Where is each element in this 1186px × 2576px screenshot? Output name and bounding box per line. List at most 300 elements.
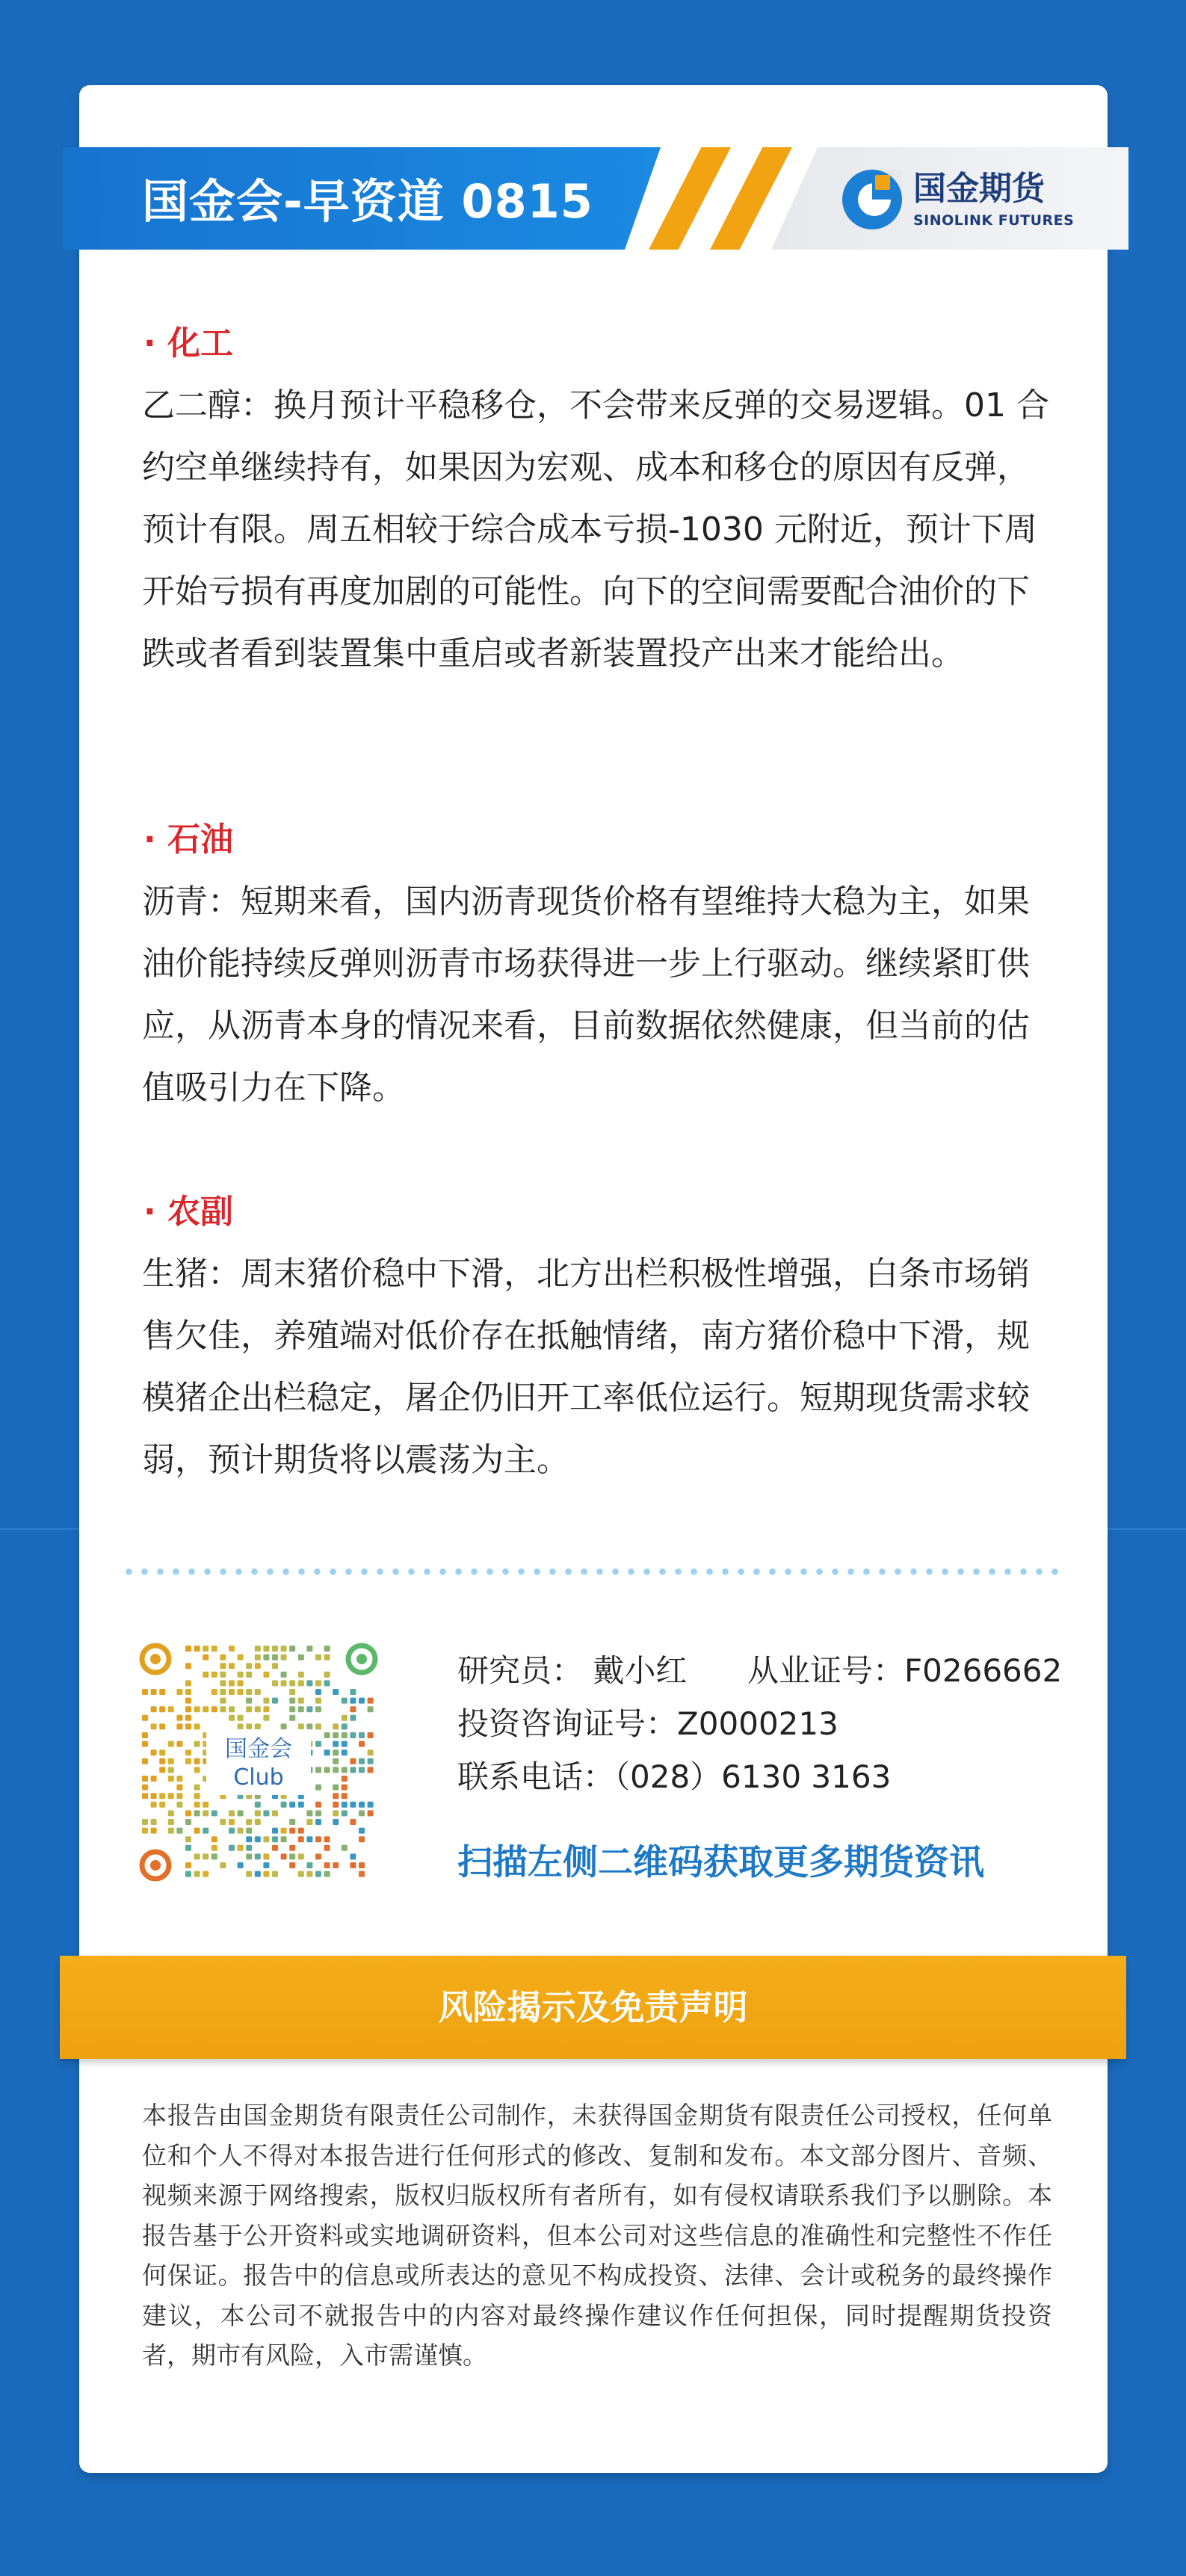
- qr-module: [368, 1767, 374, 1773]
- qr-module: [159, 1802, 165, 1808]
- qr-module: [324, 1672, 330, 1678]
- qr-module: [176, 1689, 182, 1695]
- qr-module: [281, 1836, 287, 1842]
- qr-module: [315, 1698, 321, 1704]
- qr-module: [194, 1758, 200, 1764]
- qr-module: [306, 1862, 312, 1868]
- qr-module: [263, 1646, 269, 1652]
- qr-module: [246, 1845, 252, 1851]
- qr-module: [185, 1698, 191, 1704]
- qr-module: [333, 1785, 339, 1791]
- qr-module: [246, 1853, 252, 1859]
- qr-module: [255, 1706, 261, 1712]
- qr-module: [229, 1680, 235, 1686]
- qr-module: [211, 1646, 217, 1652]
- qr-module: [229, 1706, 235, 1712]
- qr-module: [185, 1810, 191, 1816]
- qr-module: [246, 1819, 252, 1825]
- qr-module: [238, 1672, 244, 1678]
- qr-module: [194, 1767, 200, 1773]
- qr-module: [298, 1836, 304, 1842]
- qr-module: [168, 1810, 174, 1816]
- qr-module: [281, 1655, 287, 1661]
- qr-module: [159, 1793, 165, 1799]
- qr-module: [315, 1836, 321, 1842]
- qr-module: [333, 1749, 339, 1755]
- qr-module: [159, 1758, 165, 1764]
- qr-module: [220, 1663, 226, 1669]
- qr-module: [359, 1698, 365, 1704]
- qr-module: [185, 1663, 191, 1669]
- qr-module: [238, 1810, 244, 1816]
- qr-module: [246, 1723, 252, 1729]
- qr-module: [142, 1785, 148, 1791]
- researcher-name: 研究员： 戴小红: [457, 1652, 688, 1689]
- qr-module: [333, 1689, 339, 1695]
- qr-module: [289, 1828, 295, 1834]
- qr-module: [342, 1785, 348, 1791]
- qr-module: [229, 1715, 235, 1721]
- qr-module: [255, 1689, 261, 1695]
- qr-module: [263, 1655, 269, 1661]
- qr-module: [151, 1723, 157, 1729]
- qr-module: [151, 1793, 157, 1799]
- qr-label-cn: 国金会: [225, 1736, 292, 1762]
- qr-module: [324, 1836, 330, 1842]
- qr-module: [255, 1655, 261, 1661]
- qr-module: [203, 1706, 209, 1712]
- qr-module: [289, 1689, 295, 1695]
- qr-module: [350, 1767, 356, 1773]
- qr-module: [272, 1828, 278, 1834]
- qr-module: [220, 1706, 226, 1712]
- qr-module: [246, 1689, 252, 1695]
- qr-module: [203, 1828, 209, 1834]
- qr-module: [159, 1723, 165, 1729]
- qr-module: [220, 1672, 226, 1678]
- section-heading-oil: · 石油: [143, 821, 234, 859]
- qr-module: [342, 1776, 348, 1782]
- qr-module: [324, 1646, 330, 1652]
- qr-module: [342, 1698, 348, 1704]
- qr-module: [342, 1767, 348, 1773]
- qr-module: [368, 1732, 374, 1738]
- qr-module: [333, 1723, 339, 1729]
- qr-module: [168, 1793, 174, 1799]
- brand-name-en: SINOLINK FUTURES: [913, 212, 1075, 229]
- qr-module: [211, 1836, 217, 1842]
- qr-module: [185, 1706, 191, 1712]
- qr-module: [185, 1862, 191, 1868]
- qr-module: [142, 1819, 148, 1825]
- qr-module: [298, 1853, 304, 1859]
- qr-module: [168, 1758, 174, 1764]
- qr-module: [263, 1706, 269, 1712]
- qr-module: [359, 1767, 365, 1773]
- qr-module: [229, 1646, 235, 1652]
- qr-module: [151, 1819, 157, 1825]
- qr-module: [194, 1706, 200, 1712]
- qr-module: [272, 1836, 278, 1842]
- qr-module: [315, 1689, 321, 1695]
- qr-module: [203, 1871, 209, 1877]
- qr-module: [151, 1802, 157, 1808]
- risk-title: 风险揭示及免责声明: [438, 1987, 748, 2027]
- qr-module: [246, 1871, 252, 1877]
- qr-module: [342, 1715, 348, 1721]
- qr-module: [194, 1802, 200, 1808]
- qr-module: [315, 1871, 321, 1877]
- qr-module: [315, 1723, 321, 1729]
- qr-module: [238, 1723, 244, 1729]
- qr-module: [342, 1741, 348, 1747]
- qr-module: [289, 1819, 295, 1825]
- qr-module: [272, 1663, 278, 1669]
- qr-module: [185, 1758, 191, 1764]
- qr-module: [168, 1706, 174, 1712]
- qr-module: [298, 1698, 304, 1704]
- qr-module: [194, 1723, 200, 1729]
- qr-module: [246, 1828, 252, 1834]
- qr-module: [263, 1862, 269, 1868]
- qr-module: [263, 1836, 269, 1842]
- qr-module: [185, 1749, 191, 1755]
- qr-module: [281, 1828, 287, 1834]
- qr-module: [159, 1706, 165, 1712]
- qr-module: [203, 1655, 209, 1661]
- qr-module: [315, 1767, 321, 1773]
- qr-module: [176, 1785, 182, 1791]
- qr-module: [306, 1646, 312, 1652]
- qr-module: [359, 1732, 365, 1738]
- qr-module: [289, 1845, 295, 1851]
- qr-module: [229, 1819, 235, 1825]
- qr-module: [142, 1732, 148, 1738]
- qr-module: [238, 1862, 244, 1868]
- qr-module: [315, 1655, 321, 1661]
- qr-module: [306, 1706, 312, 1712]
- qr-code[interactable]: [138, 1641, 380, 1883]
- qr-module: [203, 1646, 209, 1652]
- qr-module: [159, 1689, 165, 1695]
- qr-module: [315, 1680, 321, 1686]
- qr-module: [185, 1845, 191, 1851]
- qr-module: [194, 1871, 200, 1877]
- qr-module: [194, 1793, 200, 1799]
- qr-module: [255, 1723, 261, 1729]
- qr-module: [306, 1871, 312, 1877]
- qr-module: [359, 1758, 365, 1764]
- qr-module: [185, 1646, 191, 1652]
- disclaimer-text: 本报告由国金期货有限责任公司制作，未获得国金期货有限责任公司授权，任何单位和个人不得对本报告进行任何形式的修改、复制和发布。本文部分图片、音频、视频来源于网络搜索，版权归版权所有者所有，如有侵权请联系我们予以删除。本报告基于公开资料或实地调研资料，但本公司对这些信息的准确性和完整性不作任何保证。报告中的信息或所表达的意见不构成投资、法律、会计或税务的最终操作建议，本公司不就报告中的内容对最终操作建议作任何担保，同时提醒期货投资者，期市有风险，入市需谨慎。: [142, 2101, 1052, 2370]
- qr-module: [281, 1672, 287, 1678]
- qr-module: [333, 1741, 339, 1747]
- qr-module: [238, 1845, 244, 1851]
- qr-module: [359, 1802, 365, 1808]
- qr-module: [324, 1845, 330, 1851]
- page-title: 国金会-早资道 0815: [142, 174, 593, 229]
- qr-module: [350, 1819, 356, 1825]
- qr-module: [255, 1853, 261, 1859]
- qr-module: [142, 1793, 148, 1799]
- qr-module: [220, 1819, 226, 1825]
- qr-module: [185, 1871, 191, 1877]
- qr-module: [255, 1663, 261, 1669]
- qr-module: [272, 1698, 278, 1704]
- qr-module: [298, 1672, 304, 1678]
- qr-module: [142, 1758, 148, 1764]
- qr-module: [263, 1698, 269, 1704]
- qr-module: [246, 1698, 252, 1704]
- qr-module: [333, 1793, 339, 1799]
- qr-module: [368, 1810, 374, 1816]
- qr-module: [229, 1663, 235, 1669]
- qr-module: [306, 1680, 312, 1686]
- qr-module: [306, 1723, 312, 1729]
- section-heading-chemical: · 化工: [143, 324, 234, 362]
- qr-module: [185, 1689, 191, 1695]
- qr-module: [151, 1749, 157, 1755]
- qr-module: [350, 1802, 356, 1808]
- qr-module: [342, 1810, 348, 1816]
- qr-module: [168, 1741, 174, 1747]
- qr-module: [203, 1802, 209, 1808]
- qr-module: [246, 1836, 252, 1842]
- qr-module: [359, 1828, 365, 1834]
- qr-module: [176, 1828, 182, 1834]
- qr-module: [342, 1732, 348, 1738]
- qr-module: [263, 1853, 269, 1859]
- qr-module: [211, 1706, 217, 1712]
- qr-module: [315, 1802, 321, 1808]
- qr-module: [203, 1853, 209, 1859]
- qr-module: [220, 1680, 226, 1686]
- qr-module: [272, 1680, 278, 1686]
- qr-module: [229, 1828, 235, 1834]
- section-text-agri: 生猪：周末猪价稳中下滑，北方出栏积极性增强，白条市场销售欠佳，养殖端对低价存在抵触情绪，南方猪价稳中下滑，规模猪企出栏稳定，屠企仍旧开工率低位运行。短期现货需求较弱，预计期货将以震荡为主。: [142, 1255, 1030, 1479]
- qr-module: [289, 1646, 295, 1652]
- advisory-number: 投资咨询证号：Z0000213: [457, 1705, 838, 1742]
- qr-module: [220, 1862, 226, 1868]
- qr-module: [220, 1689, 226, 1695]
- qr-module: [350, 1715, 356, 1721]
- qr-module: [324, 1732, 330, 1738]
- qr-module: [203, 1810, 209, 1816]
- qr-module: [220, 1655, 226, 1661]
- qr-module: [272, 1646, 278, 1652]
- qr-module: [298, 1655, 304, 1661]
- qr-module: [263, 1715, 269, 1721]
- qr-module: [272, 1810, 278, 1816]
- brand-name-cn: 国金期货: [913, 170, 1045, 208]
- qr-module: [211, 1845, 217, 1851]
- qr-module: [229, 1845, 235, 1851]
- qr-module: [289, 1680, 295, 1686]
- qr-module: [289, 1802, 295, 1808]
- qr-module: [142, 1828, 148, 1834]
- qr-module: [142, 1689, 148, 1695]
- qr-module: [368, 1758, 374, 1764]
- qr-module: [176, 1802, 182, 1808]
- qr-module: [359, 1871, 365, 1877]
- dotted-divider: [121, 1567, 1064, 1576]
- license-number: 从业证号：F0266662: [747, 1652, 1063, 1689]
- qr-module: [298, 1723, 304, 1729]
- qr-module: [194, 1741, 200, 1747]
- qr-module: [324, 1871, 330, 1877]
- qr-module: [306, 1819, 312, 1825]
- qr-module: [168, 1828, 174, 1834]
- qr-module: [333, 1767, 339, 1773]
- qr-module: [350, 1698, 356, 1704]
- qr-module: [246, 1663, 252, 1669]
- section-text-chemical: 乙二醇：换月预计平稳移仓，不会带来反弹的交易逻辑。01 合约空单继续持有，如果因为宏观、成本和移仓的原因有反弹，预计有限。周五相较于综合成本亏损-1030 元附近，预计下周开始亏损有再度加剧的可能性。向下的空间需要配合油价的下跌或者看到装置集中重启或者新装置投产出来才能给出。: [142, 386, 1049, 673]
- qr-module: [176, 1715, 182, 1721]
- qr-module: [238, 1715, 244, 1721]
- qr-module: [315, 1785, 321, 1791]
- qr-module: [211, 1853, 217, 1859]
- qr-module: [255, 1646, 261, 1652]
- qr-module: [324, 1767, 330, 1773]
- qr-module: [151, 1776, 157, 1782]
- qr-module: [194, 1646, 200, 1652]
- qr-module: [298, 1680, 304, 1686]
- qr-module: [272, 1845, 278, 1851]
- qr-module: [289, 1706, 295, 1712]
- qr-module: [159, 1749, 165, 1755]
- qr-module: [176, 1723, 182, 1729]
- qr-module: [298, 1828, 304, 1834]
- qr-module: [185, 1680, 191, 1686]
- qr-module: [255, 1871, 261, 1877]
- qr-module: [246, 1672, 252, 1678]
- qr-module: [185, 1836, 191, 1842]
- qr-module: [342, 1793, 348, 1799]
- qr-module: [342, 1845, 348, 1851]
- qr-module: [168, 1767, 174, 1773]
- qr-module: [298, 1871, 304, 1877]
- qr-module: [324, 1749, 330, 1755]
- contact-phone: 联系电话：（028）6130 3163: [457, 1758, 892, 1795]
- qr-module: [368, 1802, 374, 1808]
- qr-module: [151, 1828, 157, 1834]
- qr-module: [306, 1810, 312, 1816]
- qr-module: [263, 1871, 269, 1877]
- qr-module: [289, 1862, 295, 1868]
- qr-module: [315, 1706, 321, 1712]
- qr-module: [159, 1767, 165, 1773]
- qr-module: [315, 1819, 321, 1825]
- qr-module: [255, 1802, 261, 1808]
- qr-module: [306, 1836, 312, 1842]
- qr-module: [359, 1862, 365, 1868]
- qr-module: [342, 1749, 348, 1755]
- qr-module: [350, 1706, 356, 1712]
- qr-module: [342, 1723, 348, 1729]
- qr-module: [333, 1732, 339, 1738]
- qr-module: [368, 1706, 374, 1712]
- qr-module: [142, 1776, 148, 1782]
- qr-module: [211, 1689, 217, 1695]
- qr-module: [289, 1698, 295, 1704]
- scan-prompt: 扫描左侧二维码获取更多期货资讯: [457, 1842, 984, 1883]
- qr-module: [194, 1828, 200, 1834]
- qr-module: [315, 1810, 321, 1816]
- qr-module: [203, 1672, 209, 1678]
- qr-module: [281, 1646, 287, 1652]
- qr-module: [315, 1741, 321, 1747]
- qr-module: [272, 1871, 278, 1877]
- qr-module: [359, 1741, 365, 1747]
- qr-module: [368, 1749, 374, 1755]
- qr-module: [263, 1810, 269, 1816]
- qr-module: [350, 1862, 356, 1868]
- qr-module: [185, 1715, 191, 1721]
- qr-module: [211, 1672, 217, 1678]
- qr-module: [350, 1689, 356, 1695]
- qr-module: [281, 1853, 287, 1859]
- qr-module: [342, 1802, 348, 1808]
- qr-label-en: Club: [233, 1764, 284, 1791]
- qr-module: [298, 1706, 304, 1712]
- qr-module: [298, 1802, 304, 1808]
- qr-module: [281, 1680, 287, 1686]
- qr-module: [289, 1715, 295, 1721]
- qr-module: [176, 1793, 182, 1799]
- qr-module: [142, 1741, 148, 1747]
- qr-module: [350, 1732, 356, 1738]
- qr-module: [194, 1853, 200, 1859]
- qr-module: [281, 1802, 287, 1808]
- qr-module: [229, 1689, 235, 1695]
- qr-module: [350, 1758, 356, 1764]
- qr-module: [272, 1655, 278, 1661]
- qr-module: [238, 1680, 244, 1686]
- qr-module: [350, 1853, 356, 1859]
- qr-module: [238, 1655, 244, 1661]
- qr-module: [333, 1862, 339, 1868]
- qr-module: [368, 1698, 374, 1704]
- qr-module: [194, 1785, 200, 1791]
- qr-module: [255, 1836, 261, 1842]
- qr-module: [324, 1862, 330, 1868]
- section-text-oil: 沥青：短期来看，国内沥青现货价格有望维持大稳为主，如果油价能持续反弹则沥青市场获得进一步上行驱动。继续紧盯供应，从沥青本身的情况来看，目前数据依然健康，但当前的估值吸引力在下降。: [142, 883, 1030, 1107]
- qr-module: [168, 1819, 174, 1825]
- qr-module: [229, 1810, 235, 1816]
- section-heading-agri: · 农副: [143, 1193, 234, 1231]
- qr-module: [333, 1758, 339, 1764]
- qr-module: [255, 1810, 261, 1816]
- sinolink-logo-icon: [840, 167, 904, 232]
- qr-module: [246, 1706, 252, 1712]
- qr-module: [289, 1853, 295, 1859]
- qr-module: [185, 1723, 191, 1729]
- qr-module: [151, 1689, 157, 1695]
- qr-module: [211, 1810, 217, 1816]
- qr-module: [255, 1819, 261, 1825]
- qr-module: [168, 1776, 174, 1782]
- qr-module: [194, 1810, 200, 1816]
- qr-module: [185, 1819, 191, 1825]
- qr-module: [176, 1776, 182, 1782]
- qr-module: [315, 1853, 321, 1859]
- qr-module: [359, 1836, 365, 1842]
- qr-module: [324, 1680, 330, 1686]
- qr-module: [176, 1741, 182, 1747]
- qr-module: [333, 1810, 339, 1816]
- qr-module: [333, 1819, 339, 1825]
- qr-module: [359, 1810, 365, 1816]
